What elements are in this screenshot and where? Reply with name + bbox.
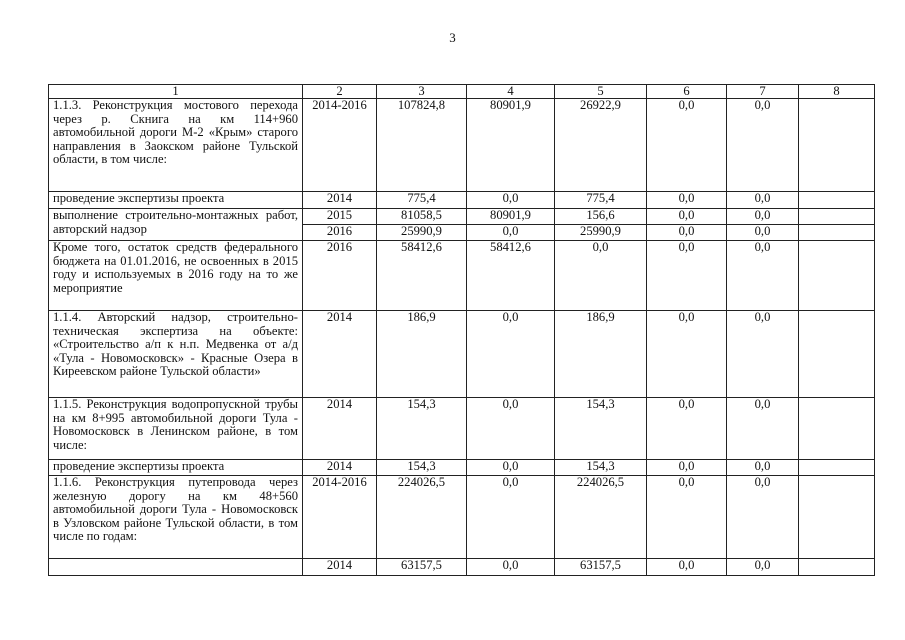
- row-col8: [799, 99, 875, 192]
- row-col4: 0,0: [467, 192, 555, 209]
- table-row: [49, 476, 875, 559]
- row-col6: 0,0: [647, 225, 727, 241]
- row-years: 2014-2016: [303, 99, 377, 192]
- row-description: 1.1.4. Авторский надзор, строительно-техническая экспертиза на объекте: «Строительство а/п к н.п. Медвенка от а/д «Тула - Новомосковск» - Красные Озера в Киреевском районе Тульской области»: [49, 311, 303, 398]
- row-total: 63157,5: [377, 559, 467, 576]
- header-cell: 3: [377, 85, 467, 99]
- table-row: [49, 99, 875, 192]
- row-col7: 0,0: [727, 476, 799, 559]
- row-col8: [799, 476, 875, 559]
- header-cell: 2: [303, 85, 377, 99]
- row-col4: 0,0: [467, 225, 555, 241]
- table-row: [49, 460, 875, 476]
- row-col7: 0,0: [727, 311, 799, 398]
- row-total: 775,4: [377, 192, 467, 209]
- row-col7: 0,0: [727, 559, 799, 576]
- table-row: [49, 192, 875, 209]
- header-cell: 4: [467, 85, 555, 99]
- row-description: 1.1.6. Реконструкция путепровода через железную дорогу на км 48+560 автомобильной дороги Тула - Новомосковск в Узловском районе Тульской области, в том числе по годам:: [49, 476, 303, 559]
- row-col6: 0,0: [647, 192, 727, 209]
- header-cell: 8: [799, 85, 875, 99]
- row-description: 1.1.3. Реконструкция мостового перехода через р. Скнига на км 114+960 автомобильной дороги М-2 «Крым» старого направления в Заокском районе Тульской области, в том числе:: [49, 99, 303, 192]
- row-col4: 0,0: [467, 398, 555, 460]
- row-col8: [799, 398, 875, 460]
- row-years: 2014: [303, 311, 377, 398]
- row-col4: 80901,9: [467, 209, 555, 225]
- row-col8: [799, 192, 875, 209]
- row-years: 2014: [303, 398, 377, 460]
- row-col6: 0,0: [647, 311, 727, 398]
- row-col4: 58412,6: [467, 241, 555, 311]
- row-years: 2016: [303, 241, 377, 311]
- row-col7: 0,0: [727, 460, 799, 476]
- row-total: 81058,5: [377, 209, 467, 225]
- budget-table: [48, 84, 875, 576]
- row-total: 25990,9: [377, 225, 467, 241]
- row-col7: 0,0: [727, 209, 799, 225]
- row-total: 154,3: [377, 398, 467, 460]
- row-col8: [799, 241, 875, 311]
- row-col7: 0,0: [727, 99, 799, 192]
- header-cell: 5: [555, 85, 647, 99]
- row-col6: 0,0: [647, 559, 727, 576]
- row-years: 2014: [303, 192, 377, 209]
- row-col8: [799, 460, 875, 476]
- row-col8: [799, 209, 875, 225]
- row-col5: 26922,9: [555, 99, 647, 192]
- row-years: 2014: [303, 460, 377, 476]
- row-years: 2015: [303, 209, 377, 225]
- row-col6: 0,0: [647, 209, 727, 225]
- row-col5: 0,0: [555, 241, 647, 311]
- table-row: [49, 241, 875, 311]
- row-col4: 0,0: [467, 559, 555, 576]
- row-total: 224026,5: [377, 476, 467, 559]
- row-col7: 0,0: [727, 241, 799, 311]
- row-description: проведение экспертизы проекта: [49, 460, 303, 476]
- row-description: 1.1.5. Реконструкция водопропускной трубы на км 8+995 автомобильной дороги Тула - Новомосковск в Ленинском районе, в том числе:: [49, 398, 303, 460]
- row-col5: 63157,5: [555, 559, 647, 576]
- row-col8: [799, 225, 875, 241]
- page-number: 3: [449, 30, 456, 45]
- table-row: [49, 209, 875, 225]
- row-col4: 0,0: [467, 460, 555, 476]
- row-years: 2014: [303, 559, 377, 576]
- row-total: 186,9: [377, 311, 467, 398]
- row-col8: [799, 311, 875, 398]
- row-col5: 775,4: [555, 192, 647, 209]
- row-description: выполнение строительно-монтажных работ, авторский надзор: [49, 209, 303, 241]
- row-col5: 186,9: [555, 311, 647, 398]
- header-cell: 1: [49, 85, 303, 99]
- row-col4: 0,0: [467, 476, 555, 559]
- row-years: 2016: [303, 225, 377, 241]
- row-col6: 0,0: [647, 398, 727, 460]
- row-description: проведение экспертизы проекта: [49, 192, 303, 209]
- row-col5: 224026,5: [555, 476, 647, 559]
- row-col5: 156,6: [555, 209, 647, 225]
- row-description: [49, 559, 303, 576]
- header-cell: 7: [727, 85, 799, 99]
- row-total: 107824,8: [377, 99, 467, 192]
- row-col5: 25990,9: [555, 225, 647, 241]
- row-years: 2014-2016: [303, 476, 377, 559]
- row-col7: 0,0: [727, 225, 799, 241]
- row-col6: 0,0: [647, 99, 727, 192]
- row-col5: 154,3: [555, 460, 647, 476]
- row-total: 58412,6: [377, 241, 467, 311]
- table-row: [49, 311, 875, 398]
- table-row: [49, 398, 875, 460]
- table-header-row: [49, 85, 875, 99]
- row-col4: 80901,9: [467, 99, 555, 192]
- row-description: Кроме того, остаток средств федерального бюджета на 01.01.2016, не освоенных в 2015 году и используемых в 2016 году на то же мероприятие: [49, 241, 303, 311]
- row-col7: 0,0: [727, 398, 799, 460]
- row-col8: [799, 559, 875, 576]
- row-col5: 154,3: [555, 398, 647, 460]
- row-col6: 0,0: [647, 460, 727, 476]
- row-col7: 0,0: [727, 192, 799, 209]
- row-total: 154,3: [377, 460, 467, 476]
- table-row: [49, 559, 875, 576]
- header-cell: 6: [647, 85, 727, 99]
- row-col6: 0,0: [647, 476, 727, 559]
- row-col6: 0,0: [647, 241, 727, 311]
- row-col4: 0,0: [467, 311, 555, 398]
